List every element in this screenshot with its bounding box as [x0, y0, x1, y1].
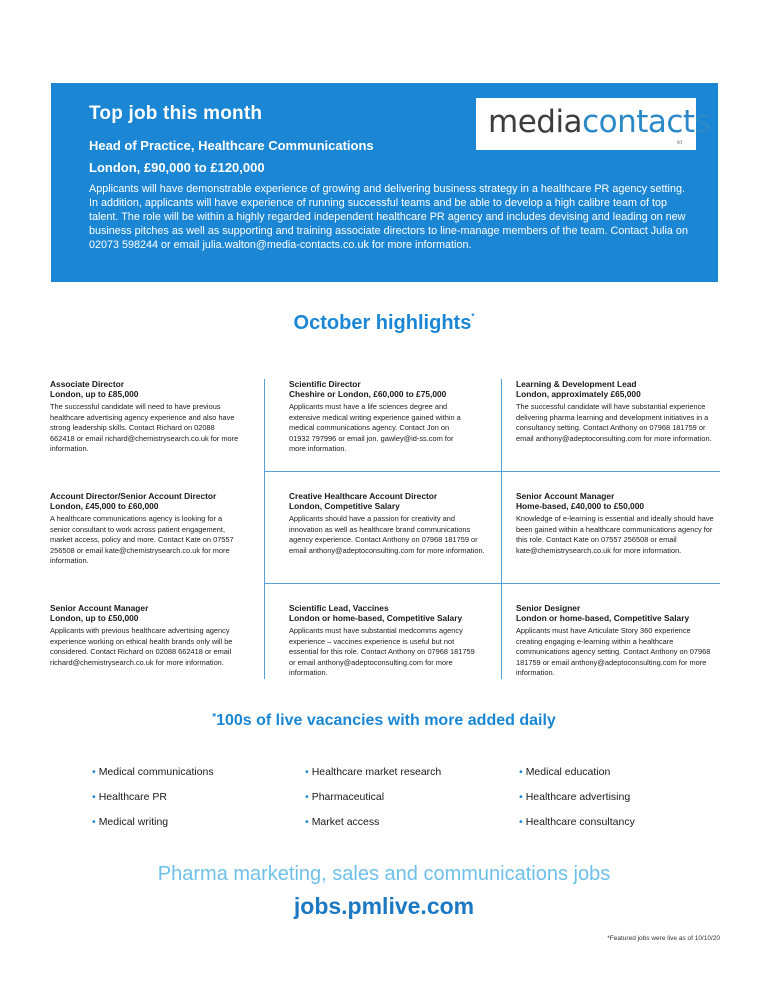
- bullet-icon: •: [519, 766, 523, 778]
- job-description: Applicants must have a life sciences degree and extensive medical writing experience gained within a medical communications agency. Contact Jon on 01932 797996 or email jon. gawley@id-ss.com for more information.: [289, 402, 461, 454]
- job-description: The successful candidate will need to have previous healthcare advertising agency experience and also have strong leadership skills. Contact Richard on 02088 662418 or email richard@chemistrysearch.co.uk for more information.: [50, 402, 239, 454]
- job-title: Scientific Director: [289, 379, 361, 389]
- job-location: Home-based, £40,000 to £50,000: [516, 501, 645, 511]
- category-item[interactable]: • Healthcare market research: [305, 766, 442, 778]
- job-location: London, approximately £65,000: [516, 389, 641, 399]
- top-job-salary: London, £90,000 to £120,000: [89, 160, 265, 175]
- top-job-heading: Top job this month: [89, 103, 263, 124]
- job-location: London, up to £50,000: [50, 613, 139, 623]
- job-card[interactable]: [50, 603, 265, 668]
- highlights-title: October highlights*: [293, 312, 475, 334]
- category-item[interactable]: • Healthcare PR: [92, 791, 167, 803]
- site-url-link[interactable]: jobs.pmlive.com: [293, 893, 475, 919]
- logo-text-part1: media: [488, 104, 583, 140]
- bullet-icon: •: [519, 791, 523, 803]
- job-description: Knowledge of e-learning is essential and ideally should have been gained within a healthcare communications agency for this role. Contact Kate on 07557 256508 or email kate@chemistrysearch.co.uk for more information.: [516, 514, 714, 555]
- category-item[interactable]: • Pharmaceutical: [305, 791, 385, 803]
- category-item[interactable]: • Market access: [305, 816, 380, 828]
- job-title: Learning & Development Lead: [516, 379, 637, 389]
- logo-text-part2: contacts: [582, 104, 711, 140]
- job-title: Scientific Lead, Vaccines: [289, 603, 389, 613]
- job-title: Creative Healthcare Account Director: [289, 491, 438, 501]
- job-card[interactable]: [516, 491, 731, 556]
- highlights-marker: *: [471, 312, 475, 321]
- job-title: Senior Account Manager: [516, 491, 615, 501]
- category-item[interactable]: • Healthcare advertising: [519, 791, 631, 803]
- live-vacancies-title: *100s of live vacancies with more added daily: [212, 712, 556, 729]
- job-card[interactable]: [516, 603, 731, 679]
- job-card[interactable]: [289, 491, 504, 556]
- bullet-icon: •: [305, 791, 309, 803]
- job-description: A healthcare communications agency is looking for a senior consultant to work across patient engagement, market access, policy and more. Contact Kate on 07557 256508 or email kate@chemistrysearch.co.uk for more information.: [50, 514, 234, 566]
- job-title: Account Director/Senior Account Director: [50, 491, 217, 501]
- job-card[interactable]: [50, 379, 265, 455]
- bullet-icon: •: [305, 766, 309, 778]
- job-card[interactable]: [516, 379, 731, 444]
- job-description: Applicants should have a passion for creativity and innovation as well as healthcare brand communications agency experience. Contact Anthony on 07968 181759 or email anthony@adeptoconsulting.com for more information.: [289, 514, 485, 555]
- job-location: London, up to £85,000: [50, 389, 139, 399]
- bullet-icon: •: [92, 816, 96, 828]
- top-job-panel: [51, 83, 718, 282]
- job-description: Applicants must have Articulate Story 360 experience creating engaging e-learning within a healthcare communications agency setting. Contact Anthony on 07968 181759 or email anthony@adeptoconsulting.com for more information.: [516, 626, 711, 678]
- bullet-icon: •: [92, 791, 96, 803]
- category-item[interactable]: • Medical education: [519, 766, 611, 778]
- category-item[interactable]: • Healthcare consultancy: [519, 816, 635, 828]
- job-location: Cheshire or London, £60,000 to £75,000: [289, 389, 447, 399]
- job-description: Applicants with previous healthcare advertising agency experience working on ethical health brands only will be considered. Contact Richard on 02088 662418 or email richard@chemistrysearch.co.uk for more information.: [50, 626, 233, 667]
- bullet-icon: •: [92, 766, 96, 778]
- footnote: *Featured jobs were live as of 10/10/20: [607, 935, 720, 942]
- job-card[interactable]: [289, 603, 504, 679]
- job-description: Applicants must have substantial medcomms agency experience – vaccines experience is useful but not essential for this role. Contact Anthony on 07968 181759 or email anthony@adeptoconsulting.com for more information.: [289, 626, 475, 678]
- live-marker: *: [212, 712, 217, 723]
- tagline: Pharma marketing, sales and communications jobs: [157, 863, 611, 885]
- highlights-grid: [40, 359, 720, 685]
- job-card[interactable]: [289, 379, 504, 455]
- category-item[interactable]: • Medical communications: [92, 766, 214, 778]
- bullet-icon: •: [519, 816, 523, 828]
- grid-divider: [264, 471, 720, 472]
- job-title: Associate Director: [50, 379, 125, 389]
- top-job-description: Applicants will have demonstrable experience of growing and delivering business strategy in a healthcare PR agency setting. In addition, applicants will have experience of running successful teams and be able to develop a high calibre team of top talent. The role will be within a highly regarded independent healthcare PR agency and includes devising and leading on new business pitches as well as supporting and training associate directors to line-manage members of the team. Contact Julia on 02073 598244 or email julia.walton@media-contacts.co.uk for more information.: [89, 183, 688, 251]
- job-location: London or home-based, Competitive Salary: [516, 613, 690, 623]
- job-card[interactable]: [50, 491, 265, 567]
- job-description: The successful candidate will have substantial experience delivering pharma learning and development initiatives in a consultancy setting. Contact Anthony on 07968 181759 or email anthony@adeptoconsulting.com for more information.: [516, 402, 712, 443]
- logo-suffix: ltd: [676, 140, 682, 146]
- grid-divider: [264, 583, 720, 584]
- category-item[interactable]: • Medical writing: [92, 816, 169, 828]
- bullet-icon: •: [305, 816, 309, 828]
- job-location: London or home-based, Competitive Salary: [289, 613, 463, 623]
- job-location: London, Competitive Salary: [289, 501, 400, 511]
- job-location: London, £45,000 to £60,000: [50, 501, 159, 511]
- job-title: Senior Designer: [516, 603, 581, 613]
- job-title: Senior Account Manager: [50, 603, 149, 613]
- top-job-role: Head of Practice, Healthcare Communications: [89, 138, 374, 153]
- media-contacts-logo: [476, 98, 711, 150]
